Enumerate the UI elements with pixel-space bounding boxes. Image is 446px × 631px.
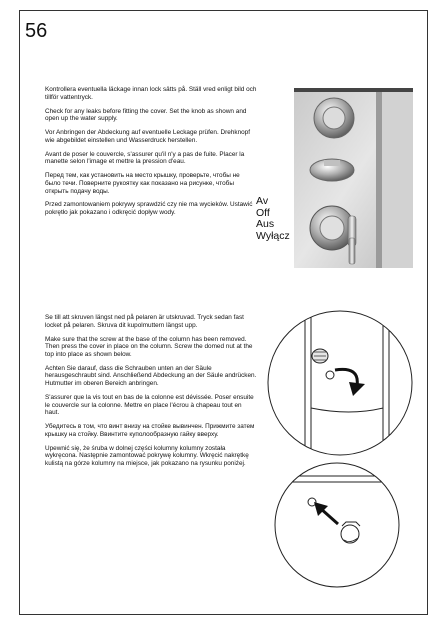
instruction-fr: Avant de poser le couvercle, s'assurer qu'il n'y a pas de fuite. Placer la manette selon l'image et mettre la pression d'eau. [45, 150, 245, 166]
instruction-pl: Upewnić się, że śruba w dolnej części kolumny kolumny została wykręcona. Następnie zamontować pokrywę kolumny. Wkręcić nakrętkę kulistą na górze kolumny na miejsce, jak pokazano na rysunku poniżej. [45, 444, 249, 467]
instruction-ru: Убедитесь в том, что винт внизу на стойке вывинчен. Прижмите затем крышку на стойку. Ввинтите куполообразную гайку вверху. [45, 423, 255, 438]
instruction-sv: Kontrollera eventuella läckage innan lock sätts på. Ställ vred enligt bild och tillför vattentryck. [45, 86, 257, 101]
knob-position-labels [256, 196, 290, 242]
instruction-en: Make sure that the screw at the base of the column has been removed. Then press the cover in place on the column. Screw the domed nut at the top into place as shown below. [45, 335, 253, 358]
instruction-fr: S'assurer que la vis tout en bas de la colonne est dévissée. Poser ensuite le couvercle sur la colonne. Mettre en place l'écrou à chapeau tout en haut. [45, 393, 254, 417]
instruction-de: Achten Sie darauf, dass die Schrauben unten an der Säule herausgeschraubt sind. Anschließend Abdeckung an der Säule andrücken. Hutmutter im oberen Bereich anbringen. [45, 364, 257, 387]
page-number: 56 [25, 20, 48, 42]
instructions-block-2 [45, 314, 257, 474]
knob-label-en: Off [256, 206, 270, 219]
domed-nut-diagram [272, 460, 402, 590]
shower-valve-photo [294, 88, 413, 268]
knob-label-pl: Wyłącz [256, 229, 290, 242]
instruction-ru: Перед тем, как установить на место крышку, проверьте, чтобы не было течи. Поверните рукоятку как показано на рисунке, чтобы открыть подачу воды. [45, 172, 240, 195]
instruction-en: Check for any leaks before fitting the cover. Set the knob as shown and open up the water supply. [45, 107, 247, 123]
instruction-pl: Przed zamontowaniem pokrywy sprawdzić czy nie ma wycieków. Ustawić pokrętło jak pokazano i odkręcić dopływ wody. [45, 201, 253, 217]
instruction-de: Vor Anbringen der Abdeckung auf eventuelle Leckage prüfen. Drehknopf wie abgebildet einstellen und Wasserdruck herstellen. [45, 129, 251, 144]
screw-removal-diagram [265, 308, 415, 458]
instruction-sv: Se till att skruven längst ned på pelaren är utskruvad. Tryck sedan fast locket på pelaren. Skruva dit kupolmuttern längst upp. [45, 314, 244, 329]
screw-icon [312, 349, 328, 363]
knob-label-de: Aus [256, 218, 275, 230]
knob-label-sv: Av [256, 195, 269, 207]
instructions-block-1 [45, 86, 257, 223]
